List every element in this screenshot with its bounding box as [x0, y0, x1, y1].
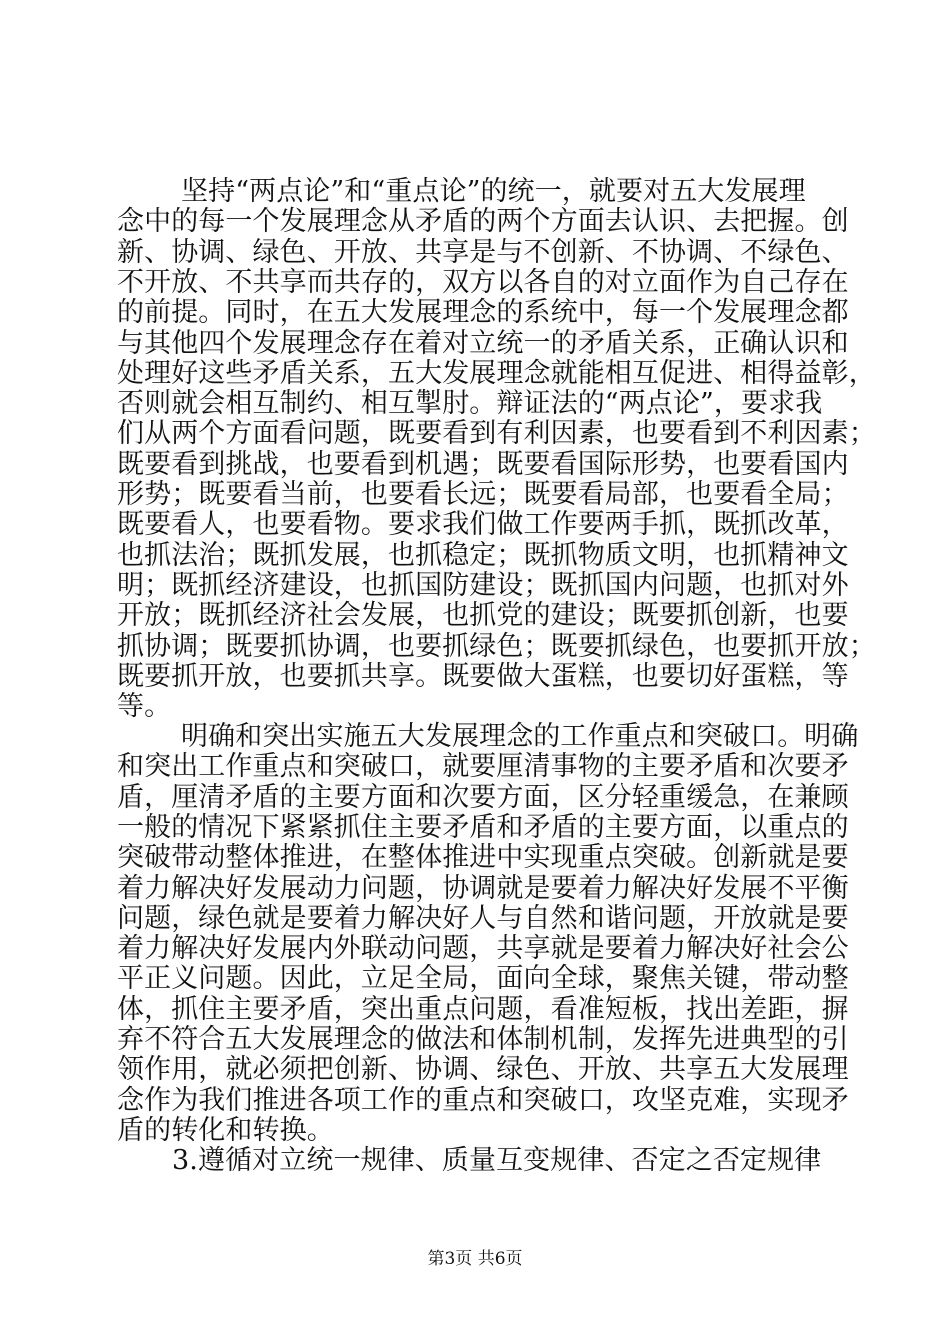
paragraph-2-line-8: 着力解决好发展内外联动问题，共享就是要着力解决好社会公 — [117, 933, 849, 964]
paragraph-1-line-7: 处理好这些矛盾关系，五大发展理念就能相互促进、相得益彰， — [117, 358, 876, 389]
paragraph-2-line-6: 着力解决好发展动力问题，协调就是要着力解决好发展不平衡 — [117, 873, 849, 904]
paragraph-1-line-15: 开放；既抓经济社会发展，也抓党的建设；既要抓创新，也要 — [117, 600, 849, 631]
paragraph-1-line-2: 念中的每一个发展理念从矛盾的两个方面去认识、去把握。创 — [117, 206, 849, 237]
paragraph-1-line-6: 与其他四个发展理念存在着对立统一的矛盾关系，正确认识和 — [117, 328, 849, 359]
paragraph-2-line-11: 弃不符合五大发展理念的做法和体制机制，发挥先进典型的引 — [117, 1024, 849, 1055]
paragraph-1-line-1: 坚持“两点论”和“重点论”的统一，就要对五大发展理 — [181, 176, 806, 207]
paragraph-2-line-9: 平正义问题。因此，立足全局，面向全球，聚焦关键，带动整 — [117, 963, 849, 994]
paragraph-1-line-18: 等。 — [117, 691, 172, 722]
paragraph-1-line-5: 的前提。同时，在五大发展理念的系统中，每一个发展理念都 — [117, 297, 849, 328]
paragraph-2-line-3: 盾，厘清矛盾的主要方面和次要方面，区分轻重缓急，在兼顾 — [117, 782, 849, 813]
paragraph-2-line-14: 盾的转化和转换。 — [117, 1115, 334, 1146]
paragraph-1-line-16: 抓协调；既要抓协调，也要抓绿色；既要抓绿色，也要抓开放； — [117, 631, 876, 662]
paragraph-1-line-3: 新、协调、绿色、开放、共享是与不创新、不协调、不绿色、 — [117, 237, 849, 268]
paragraph-2-line-7: 问题，绿色就是要着力解决好人与自然和谐问题，开放就是要 — [117, 903, 849, 934]
paragraph-2-line-2: 和突出工作重点和突破口，就要厘清事物的主要矛盾和次要矛 — [117, 751, 849, 782]
paragraph-1-line-13: 也抓法治；既抓发展，也抓稳定；既抓物质文明，也抓精神文 — [117, 540, 849, 571]
paragraph-2-line-5: 突破带动整体推进，在整体推进中实现重点突破。创新就是要 — [117, 842, 849, 873]
paragraph-2-line-1: 明确和突出实施五大发展理念的工作重点和突破口。明确 — [181, 721, 859, 752]
page-footer: 第3页 共6页 — [427, 1249, 523, 1269]
paragraph-3-line-1: 3.遵循对立统一规律、质量互变规律、否定之否定规律 — [172, 1145, 822, 1176]
paragraph-1-line-11: 形势；既要看当前，也要看长远；既要看局部，也要看全局； — [117, 479, 849, 510]
paragraph-2-line-13: 念作为我们推进各项工作的重点和突破口，攻坚克难，实现矛 — [117, 1085, 849, 1116]
paragraph-1-line-17: 既要抓开放，也要抓共享。既要做大蛋糕，也要切好蛋糕，等 — [117, 661, 849, 692]
paragraph-1-line-12: 既要看人，也要看物。要求我们做工作要两手抓，既抓改革， — [117, 509, 849, 540]
paragraph-2-line-4: 一般的情况下紧紧抓住主要矛盾和矛盾的主要方面，以重点的 — [117, 812, 849, 843]
paragraph-1-line-9: 们从两个方面看问题，既要看到有利因素，也要看到不利因素； — [117, 418, 876, 449]
paragraph-2-line-10: 体，抓住主要矛盾，突出重点问题，看准短板，找出差距，摒 — [117, 994, 849, 1025]
paragraph-1-line-8: 否则就会相互制约、相互掣肘。辩证法的“两点论”，要求我 — [117, 388, 823, 419]
paragraph-2-line-12: 领作用，就必须把创新、协调、绿色、开放、共享五大发展理 — [117, 1054, 849, 1085]
paragraph-1-line-14: 明；既抓经济建设，也抓国防建设；既抓国内问题，也抓对外 — [117, 570, 849, 601]
paragraph-1-line-10: 既要看到挑战，也要看到机遇；既要看国际形势，也要看国内 — [117, 449, 849, 480]
paragraph-1-line-4: 不开放、不共享而共存的，双方以各自的对立面作为自己存在 — [117, 267, 849, 298]
